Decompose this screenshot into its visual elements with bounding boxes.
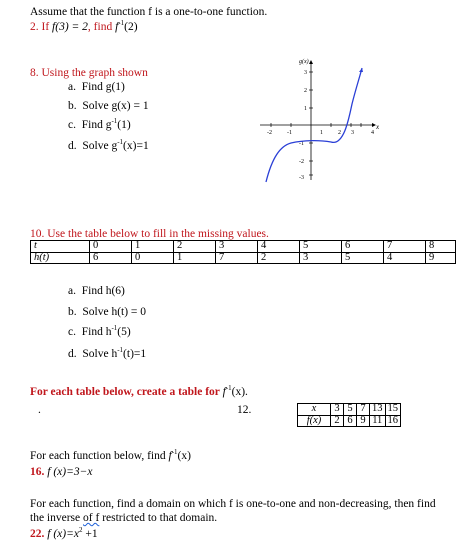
- q2-inv: -1: [118, 19, 125, 27]
- q12-table: [297, 403, 401, 427]
- domain-line-2: the inverse of f restricted to that domain.: [30, 512, 218, 524]
- svg-text:2: 2: [338, 130, 341, 136]
- q2-mid: , find: [87, 21, 113, 33]
- q2-label: 2. If: [30, 21, 50, 33]
- q8-item-d: d. Solve $g^{-1}(x)=1$: [68, 138, 149, 152]
- functions-intro: For each function below, find $f^{-1}(x)$: [30, 448, 191, 462]
- q2-find: f: [115, 21, 119, 33]
- svg-text:-1: -1: [287, 130, 292, 136]
- q10-item-a: a. Find h(6): [68, 285, 125, 297]
- table-row: f(x) 2 6 9 11 16: [298, 415, 401, 427]
- stray-dot: .: [38, 404, 41, 416]
- graph-xlabel: x: [376, 123, 380, 131]
- svg-text:-1: -1: [299, 141, 304, 147]
- q8-item-c: c. Find $g^{-1}(1)$: [68, 117, 131, 131]
- q8-item-a: a. Find g(1): [68, 81, 125, 93]
- svg-text:-3: -3: [299, 175, 304, 181]
- tables-heading: For each table below, create a table for $f^{-1}(x)$.: [30, 384, 248, 398]
- q8-item-b: b. Solve g(x) = 1: [68, 100, 149, 112]
- svg-text:4: 4: [371, 130, 374, 136]
- graph-ylabel: g(x): [299, 59, 309, 65]
- svg-text:3: 3: [351, 130, 354, 136]
- g-graph: [254, 54, 390, 186]
- q10-item-c: c. Find $h^{-1}(5)$: [68, 324, 131, 338]
- intro-text: Assume that the function f is a one-to-one function.: [30, 6, 268, 18]
- question-8-title: 8. Using the graph shown: [30, 67, 148, 79]
- svg-text:3: 3: [304, 70, 307, 76]
- y-tick-labels: [299, 70, 307, 181]
- question-22: 22. f $(x)=x^2 +1$: [30, 526, 98, 540]
- table-row: x 3 5 7 13 15: [298, 404, 401, 416]
- x-tick-labels: [267, 130, 374, 136]
- question-16: 16. f (x)=3−x: [30, 466, 93, 478]
- domain-line-1: For each function, find a domain on which f is one-to-one and non-decreasing, then find: [30, 498, 436, 510]
- table-head: f(x): [298, 415, 331, 427]
- q12-label: 12.: [237, 404, 252, 416]
- table-head: h(t): [31, 252, 90, 264]
- svg-text:1: 1: [304, 106, 307, 112]
- q10-item-d: d. Solve $h^{-1}(t)=1$: [68, 346, 147, 360]
- q2-arg: (2): [124, 21, 138, 33]
- table-row: t 0 1 2 3 4 5 6 7 8: [31, 241, 456, 253]
- svg-text:1: 1: [320, 130, 323, 136]
- question-10-title: 10. Use the table below to fill in the missing values.: [30, 228, 269, 240]
- table-row: h(t) 6 0 1 7 2 3 5 4 9: [31, 252, 456, 264]
- svg-text:-2: -2: [299, 159, 304, 165]
- table-head: x: [298, 404, 331, 416]
- question-2: [30, 19, 138, 34]
- svg-text:2: 2: [304, 88, 307, 94]
- q2-expr: f(3) = 2: [52, 21, 88, 33]
- q10-table: [30, 240, 456, 264]
- svg-text:-2: -2: [267, 130, 272, 136]
- table-head: t: [31, 241, 90, 253]
- q10-item-b: b. Solve h(t) = 0: [68, 306, 147, 318]
